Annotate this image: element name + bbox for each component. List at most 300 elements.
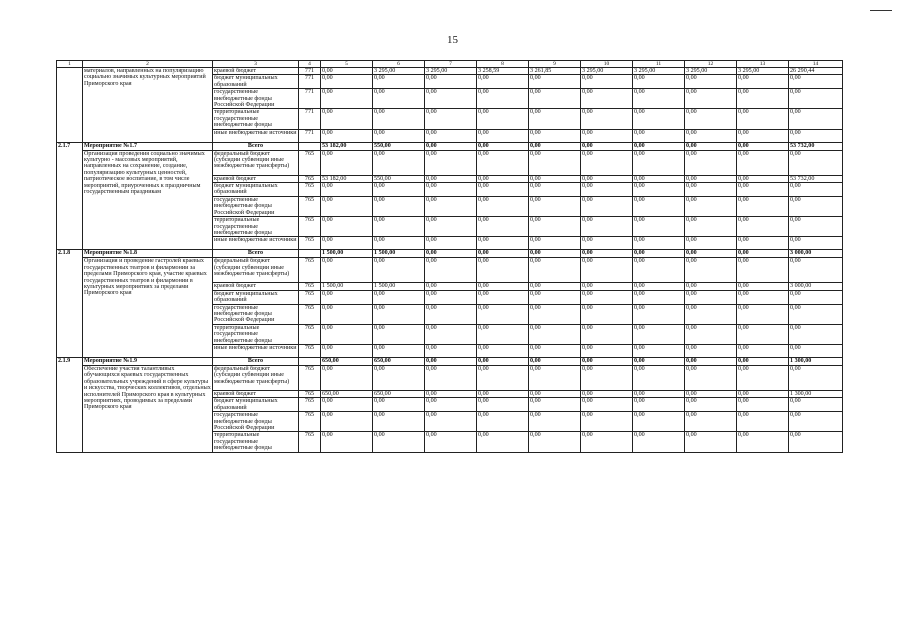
column-number: 8 [477, 61, 529, 68]
value-cell: 0,00 [685, 75, 737, 89]
value-cell: 0,00 [321, 324, 373, 344]
value-cell: 0,00 [529, 290, 581, 304]
value-cell: 0,00 [737, 283, 789, 290]
value-cell: 0,00 [529, 304, 581, 324]
value-cell: 0,00 [373, 237, 425, 250]
value-cell: 0,00 [529, 398, 581, 412]
code-cell: 765 [299, 398, 321, 412]
value-cell: 0,00 [633, 290, 685, 304]
total-value: 0,00 [633, 142, 685, 150]
value-cell: 0,00 [789, 150, 843, 175]
column-number: 5 [321, 61, 373, 68]
value-cell: 0,00 [529, 129, 581, 142]
value-cell: 0,00 [529, 109, 581, 129]
code-cell: 765 [299, 258, 321, 283]
value-cell: 0,00 [737, 324, 789, 344]
section-id: 2.1.9 [57, 357, 83, 452]
funding-source: бюджет муниципальных образований [213, 290, 299, 304]
table-row [57, 150, 843, 175]
value-cell: 0,00 [633, 175, 685, 182]
value-cell: 0,00 [529, 324, 581, 344]
value-cell: 0,00 [633, 365, 685, 390]
value-cell: 0,00 [737, 89, 789, 109]
total-label: Всего [213, 250, 299, 258]
value-cell: 0,00 [321, 129, 373, 142]
value-cell: 0,00 [425, 290, 477, 304]
value-cell: 0,00 [321, 75, 373, 89]
value-cell: 0,00 [789, 344, 843, 357]
value-cell: 0,00 [685, 290, 737, 304]
value-cell: 0,00 [737, 196, 789, 216]
value-cell: 0,00 [685, 398, 737, 412]
value-cell: 0,00 [581, 398, 633, 412]
total-value: 0,00 [425, 357, 477, 365]
value-cell: 0,00 [737, 344, 789, 357]
value-cell: 0,00 [633, 89, 685, 109]
column-number: 11 [633, 61, 685, 68]
value-cell: 0,00 [581, 89, 633, 109]
total-value: 650,00 [373, 357, 425, 365]
value-cell: 0,00 [425, 344, 477, 357]
value-cell: 0,00 [685, 196, 737, 216]
value-cell: 0,00 [737, 432, 789, 452]
total-row [57, 250, 843, 258]
value-cell: 0,00 [685, 304, 737, 324]
total-value: 0,00 [529, 250, 581, 258]
value-cell: 0,00 [581, 150, 633, 175]
corner-mark [870, 10, 892, 11]
value-cell: 0,00 [789, 89, 843, 109]
code-cell: 765 [299, 283, 321, 290]
value-cell: 0,00 [685, 89, 737, 109]
value-cell: 0,00 [373, 150, 425, 175]
value-cell: 0,00 [581, 109, 633, 129]
value-cell: 0,00 [321, 89, 373, 109]
value-cell: 0,00 [425, 432, 477, 452]
funding-source: государственные внебюджетные фонды Российской Федерации [213, 89, 299, 109]
value-cell: 0,00 [425, 150, 477, 175]
value-cell: 0,00 [633, 150, 685, 175]
value-cell: 0,00 [321, 304, 373, 324]
value-cell: 0,00 [321, 258, 373, 283]
value-cell: 0,00 [373, 217, 425, 237]
value-cell: 0,00 [321, 412, 373, 432]
value-cell: 0,00 [633, 324, 685, 344]
value-cell: 0,00 [321, 432, 373, 452]
total-value: 0,00 [633, 357, 685, 365]
total-value: 0,00 [581, 142, 633, 150]
value-cell: 0,00 [737, 217, 789, 237]
value-cell: 0,00 [373, 412, 425, 432]
total-value: 0,00 [737, 142, 789, 150]
page-number: 15 [447, 34, 458, 46]
value-cell: 1 500,00 [321, 283, 373, 290]
value-cell: 0,00 [529, 183, 581, 197]
column-number: 2 [83, 61, 213, 68]
section-title: Мероприятие №1.7 [83, 142, 213, 150]
value-cell: 0,00 [685, 129, 737, 142]
value-cell: 0,00 [737, 390, 789, 397]
value-cell: 0,00 [321, 150, 373, 175]
funding-source: государственные внебюджетные фонды Российской Федерации [213, 412, 299, 432]
value-cell: 1 300,00 [789, 390, 843, 397]
total-value: 0,00 [581, 357, 633, 365]
column-number: 6 [373, 61, 425, 68]
value-cell: 0,00 [529, 175, 581, 182]
value-cell: 0,00 [685, 390, 737, 397]
value-cell: 0,00 [789, 109, 843, 129]
value-cell: 0,00 [633, 109, 685, 129]
value-cell: 0,00 [737, 129, 789, 142]
funding-source: территориальные государственные внебюджетные фонды [213, 217, 299, 237]
total-value: 0,00 [477, 250, 529, 258]
code-cell: 771 [299, 89, 321, 109]
value-cell: 0,00 [633, 283, 685, 290]
value-cell: 0,00 [789, 129, 843, 142]
value-cell: 0,00 [633, 390, 685, 397]
funding-source: территориальные государственные внебюджетные фонды [213, 109, 299, 129]
total-value: 0,00 [633, 250, 685, 258]
code-cell: 765 [299, 390, 321, 397]
value-cell: 0,00 [321, 344, 373, 357]
value-cell: 0,00 [685, 237, 737, 250]
value-cell: 0,00 [373, 258, 425, 283]
value-cell: 0,00 [789, 398, 843, 412]
section-id [57, 68, 83, 143]
column-number: 13 [737, 61, 789, 68]
value-cell: 0,00 [425, 109, 477, 129]
value-cell: 0,00 [685, 283, 737, 290]
code-cell: 771 [299, 129, 321, 142]
value-cell: 0,00 [477, 150, 529, 175]
value-cell: 0,00 [373, 183, 425, 197]
total-row [57, 357, 843, 365]
value-cell: 26 290,44 [789, 68, 843, 75]
value-cell: 0,00 [737, 183, 789, 197]
value-cell: 3 261,85 [529, 68, 581, 75]
total-value: 0,00 [581, 250, 633, 258]
value-cell: 0,00 [529, 196, 581, 216]
total-value: 1 500,00 [321, 250, 373, 258]
section-description: Организация проведения социально значимых культурно - массовых мероприятий, направленных на сохранение, создание, популяризацию культурных ценностей, патриотическое воспитание, в том числе мероприятий, приуроченных к праздничным государственным праздникам [83, 150, 213, 250]
value-cell: 0,00 [529, 89, 581, 109]
funding-source: бюджет муниципальных образований [213, 398, 299, 412]
value-cell: 0,00 [737, 398, 789, 412]
value-cell: 0,00 [373, 344, 425, 357]
value-cell: 0,00 [581, 75, 633, 89]
value-cell: 0,00 [685, 324, 737, 344]
value-cell: 0,00 [425, 237, 477, 250]
value-cell: 0,00 [789, 365, 843, 390]
value-cell: 0,00 [685, 432, 737, 452]
value-cell: 0,00 [477, 432, 529, 452]
funding-source: краевой бюджет [213, 390, 299, 397]
value-cell: 0,00 [737, 258, 789, 283]
column-number: 7 [425, 61, 477, 68]
value-cell: 0,00 [529, 412, 581, 432]
funding-source: бюджет муниципальных образований [213, 75, 299, 89]
code-cell: 771 [299, 109, 321, 129]
value-cell: 0,00 [373, 89, 425, 109]
value-cell: 0,00 [321, 398, 373, 412]
section-id: 2.1.7 [57, 142, 83, 250]
value-cell: 0,00 [477, 324, 529, 344]
value-cell: 0,00 [321, 183, 373, 197]
value-cell: 0,00 [321, 68, 373, 75]
column-number: 3 [213, 61, 299, 68]
column-number: 9 [529, 61, 581, 68]
code-cell: 765 [299, 412, 321, 432]
budget-table [56, 60, 843, 453]
value-cell: 0,00 [477, 75, 529, 89]
value-cell: 0,00 [581, 175, 633, 182]
value-cell: 53 182,00 [321, 175, 373, 182]
value-cell: 0,00 [477, 217, 529, 237]
value-cell: 0,00 [425, 390, 477, 397]
value-cell: 0,00 [581, 344, 633, 357]
value-cell: 0,00 [633, 344, 685, 357]
value-cell: 0,00 [425, 175, 477, 182]
column-number: 12 [685, 61, 737, 68]
total-value: 550,00 [373, 142, 425, 150]
column-number: 1 [57, 61, 83, 68]
value-cell: 0,00 [737, 365, 789, 390]
value-cell: 0,00 [685, 365, 737, 390]
value-cell: 0,00 [633, 237, 685, 250]
value-cell: 0,00 [737, 237, 789, 250]
code-cell [299, 142, 321, 150]
section-id: 2.1.8 [57, 250, 83, 358]
value-cell: 0,00 [685, 412, 737, 432]
section-title: материалов, направленных на популяризацию социально значимых культурных мероприятий Приморского края [83, 68, 213, 143]
value-cell: 0,00 [373, 196, 425, 216]
value-cell: 0,00 [737, 75, 789, 89]
value-cell: 0,00 [685, 175, 737, 182]
funding-source: краевой бюджет [213, 68, 299, 75]
value-cell: 0,00 [425, 89, 477, 109]
value-cell: 0,00 [789, 258, 843, 283]
value-cell: 0,00 [789, 412, 843, 432]
value-cell: 650,00 [373, 390, 425, 397]
total-value: 53 182,00 [321, 142, 373, 150]
value-cell: 0,00 [373, 432, 425, 452]
total-value: 1 300,00 [789, 357, 843, 365]
value-cell: 0,00 [321, 196, 373, 216]
code-cell: 765 [299, 304, 321, 324]
value-cell: 0,00 [477, 344, 529, 357]
value-cell: 0,00 [581, 390, 633, 397]
value-cell: 0,00 [581, 432, 633, 452]
value-cell: 0,00 [581, 183, 633, 197]
value-cell: 3 295,00 [425, 68, 477, 75]
section-description: Организация и проведение гастролей краевых государственных театров и филармонии за пределами Приморского края, участие краевых государственных театров и филармонии в культурных мероприятиях за пределами Приморского края [83, 258, 213, 358]
value-cell: 0,00 [789, 304, 843, 324]
code-cell: 765 [299, 324, 321, 344]
total-value: 3 000,00 [789, 250, 843, 258]
value-cell: 1 500,00 [373, 283, 425, 290]
value-cell: 0,00 [425, 217, 477, 237]
funding-source: краевой бюджет [213, 283, 299, 290]
value-cell: 0,00 [477, 304, 529, 324]
value-cell: 0,00 [477, 129, 529, 142]
value-cell: 0,00 [633, 398, 685, 412]
total-value: 0,00 [529, 142, 581, 150]
total-value: 0,00 [685, 250, 737, 258]
total-value: 0,00 [425, 142, 477, 150]
value-cell: 650,00 [321, 390, 373, 397]
value-cell: 0,00 [477, 89, 529, 109]
value-cell: 0,00 [425, 365, 477, 390]
table-row [57, 258, 843, 283]
value-cell: 0,00 [789, 217, 843, 237]
total-value: 0,00 [529, 357, 581, 365]
value-cell: 0,00 [685, 217, 737, 237]
code-cell: 771 [299, 75, 321, 89]
funding-source: федеральный бюджет (субсидии субвенции иные межбюджетные трансферты) [213, 258, 299, 283]
value-cell: 0,00 [789, 237, 843, 250]
total-value: 53 732,00 [789, 142, 843, 150]
value-cell: 0,00 [425, 398, 477, 412]
value-cell: 0,00 [321, 109, 373, 129]
total-value: 0,00 [477, 142, 529, 150]
value-cell: 0,00 [789, 196, 843, 216]
total-value: 1 500,00 [373, 250, 425, 258]
value-cell: 0,00 [425, 196, 477, 216]
value-cell: 0,00 [373, 324, 425, 344]
value-cell: 0,00 [685, 183, 737, 197]
value-cell: 0,00 [477, 258, 529, 283]
value-cell: 0,00 [425, 324, 477, 344]
value-cell: 0,00 [789, 290, 843, 304]
column-number-row [57, 61, 843, 68]
value-cell: 0,00 [529, 283, 581, 290]
value-cell: 0,00 [373, 304, 425, 324]
value-cell: 0,00 [581, 129, 633, 142]
value-cell: 0,00 [737, 109, 789, 129]
value-cell: 0,00 [477, 365, 529, 390]
value-cell: 0,00 [581, 324, 633, 344]
total-value: 650,00 [321, 357, 373, 365]
value-cell: 0,00 [581, 365, 633, 390]
value-cell: 3 295,00 [373, 68, 425, 75]
funding-source: государственные внебюджетные фонды Российской Федерации [213, 196, 299, 216]
value-cell: 0,00 [529, 258, 581, 283]
section-title: Мероприятие №1.8 [83, 250, 213, 258]
value-cell: 0,00 [789, 75, 843, 89]
value-cell: 0,00 [529, 432, 581, 452]
value-cell: 0,00 [529, 75, 581, 89]
value-cell: 0,00 [321, 290, 373, 304]
value-cell: 0,00 [373, 365, 425, 390]
code-cell: 765 [299, 432, 321, 452]
code-cell: 765 [299, 196, 321, 216]
value-cell: 0,00 [477, 290, 529, 304]
value-cell: 0,00 [581, 258, 633, 283]
funding-source: иные внебюджетные источники [213, 129, 299, 142]
value-cell: 0,00 [633, 304, 685, 324]
value-cell: 0,00 [529, 365, 581, 390]
value-cell: 0,00 [321, 365, 373, 390]
total-row [57, 142, 843, 150]
value-cell: 0,00 [425, 129, 477, 142]
value-cell: 0,00 [581, 237, 633, 250]
value-cell: 0,00 [425, 183, 477, 197]
column-number: 10 [581, 61, 633, 68]
section-title: Мероприятие №1.9 [83, 357, 213, 365]
code-cell: 765 [299, 175, 321, 182]
value-cell: 0,00 [477, 412, 529, 432]
value-cell: 0,00 [789, 183, 843, 197]
funding-source: краевой бюджет [213, 175, 299, 182]
value-cell: 0,00 [633, 217, 685, 237]
code-cell: 765 [299, 237, 321, 250]
value-cell: 0,00 [737, 150, 789, 175]
value-cell: 0,00 [425, 258, 477, 283]
value-cell: 3 295,00 [685, 68, 737, 75]
value-cell: 0,00 [633, 196, 685, 216]
value-cell: 0,00 [529, 344, 581, 357]
code-cell [299, 357, 321, 365]
value-cell: 0,00 [477, 175, 529, 182]
value-cell: 0,00 [373, 290, 425, 304]
code-cell [299, 250, 321, 258]
value-cell: 0,00 [321, 237, 373, 250]
total-value: 0,00 [685, 142, 737, 150]
value-cell: 0,00 [633, 75, 685, 89]
value-cell: 0,00 [373, 129, 425, 142]
value-cell: 0,00 [737, 304, 789, 324]
code-cell: 765 [299, 217, 321, 237]
value-cell: 0,00 [737, 412, 789, 432]
column-number: 14 [789, 61, 843, 68]
code-cell: 765 [299, 290, 321, 304]
code-cell: 771 [299, 68, 321, 75]
section-description: Обеспечение участия талантливых обучающихся краевых государственных образовательных учреждений в сфере культуры и искусства, творческих коллективов, отдельных исполнителей Приморского края в культурных мероприятиях, проводимых за пределами Приморского края [83, 365, 213, 452]
value-cell: 0,00 [477, 183, 529, 197]
value-cell: 0,00 [477, 390, 529, 397]
value-cell: 3 000,00 [789, 283, 843, 290]
table-row [57, 365, 843, 390]
funding-source: бюджет муниципальных образований [213, 183, 299, 197]
value-cell: 0,00 [477, 237, 529, 250]
value-cell: 3 295,00 [581, 68, 633, 75]
value-cell: 0,00 [581, 283, 633, 290]
value-cell: 0,00 [789, 324, 843, 344]
value-cell: 0,00 [477, 398, 529, 412]
value-cell: 0,00 [581, 412, 633, 432]
value-cell: 0,00 [581, 290, 633, 304]
value-cell: 0,00 [529, 217, 581, 237]
total-label: Всего [213, 357, 299, 365]
table-row [57, 68, 843, 75]
funding-source: иные внебюджетные источники [213, 344, 299, 357]
funding-source: федеральный бюджет (субсидии субвенции иные межбюджетные трансферты) [213, 150, 299, 175]
value-cell: 550,00 [373, 175, 425, 182]
value-cell: 0,00 [633, 129, 685, 142]
total-value: 0,00 [477, 357, 529, 365]
value-cell: 3 295,00 [633, 68, 685, 75]
value-cell: 0,00 [737, 175, 789, 182]
value-cell: 0,00 [581, 217, 633, 237]
value-cell: 3 258,59 [477, 68, 529, 75]
value-cell: 0,00 [373, 75, 425, 89]
code-cell: 765 [299, 183, 321, 197]
value-cell: 0,00 [373, 398, 425, 412]
value-cell: 0,00 [477, 109, 529, 129]
value-cell: 0,00 [477, 283, 529, 290]
value-cell: 0,00 [633, 432, 685, 452]
value-cell: 0,00 [633, 183, 685, 197]
